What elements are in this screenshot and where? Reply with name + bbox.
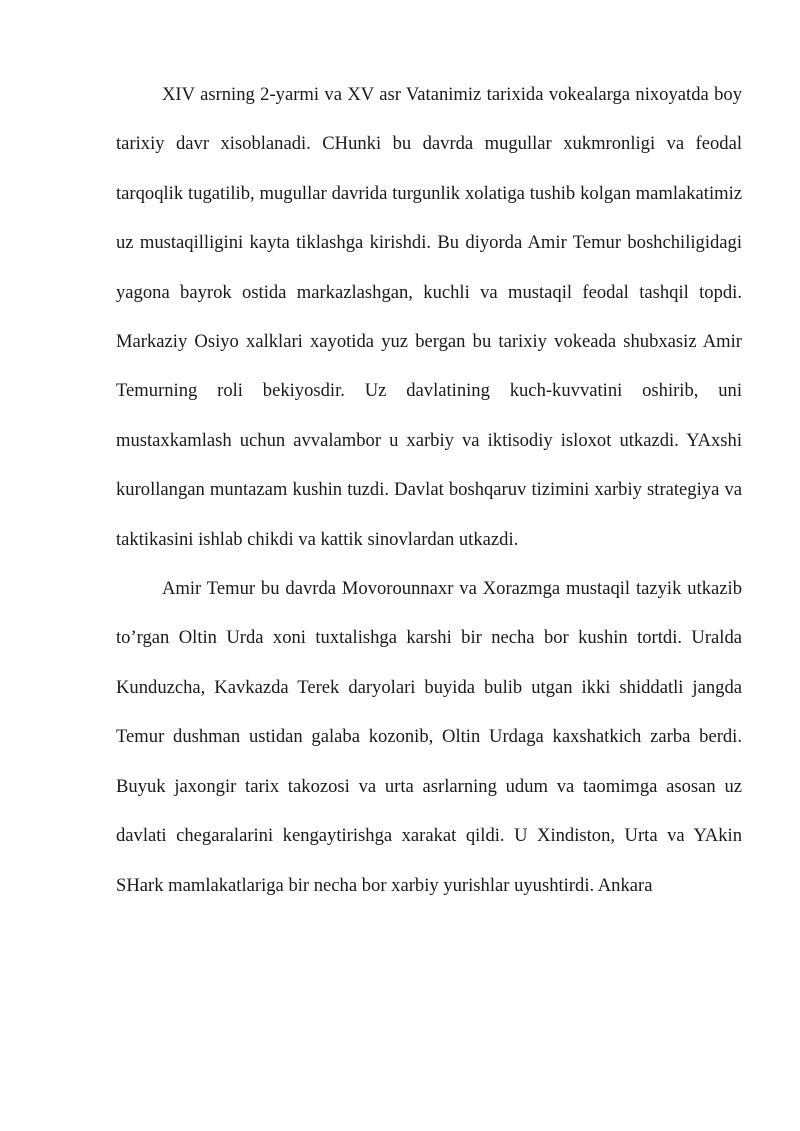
paragraph-2: Amir Temur bu davrda Movorounnaxr va Xorazmga mustaqil tazyik utkazib to’rgan Oltin Urda xoni tuxtalishga karshi bir necha bor kushin tortdi. Uralda Kunduzcha, Kavkazda Terek daryolari buyida bulib utgan ikki shiddatli jangda Temur dushman ustidan galaba kozonib, Oltin Urdaga kaxshatkich zarba berdi. Buyuk jaxongir tarix takozosi va urta asrlarning udum va taomimga asosan uz davlati chegaralarini kengaytirishga xarakat qildi. U Xindiston, Urta va YAkin SHark mamlakatlariga bir necha bor xarbiy yurishlar uyushtirdi. Ankara	[116, 578, 742, 896]
paragraph-1: XIV asrning 2-yarmi va XV asr Vatanimiz tarixida vokealarga nixoyatda boy tarixiy davr xisoblanadi. CHunki bu davrda mugullar xukmronligi va feodal tarqoqlik tugatilib, mugullar davrida turgunlik xolatiga tushib kolgan mamlakatimiz uz mustaqilligini kayta tiklashga kirishdi. Bu diyorda Amir Temur boshchiligidagi yagona bayrok ostida markazlashgan, kuchli va mustaqil feodal tashqil topdi. Markaziy Osiyo xalklari xayotida yuz bergan bu tarixiy vokeada shubxasiz Amir Temurning roli bekiyosdir. Uz davlatining kuch-kuvvatini oshirib, uni mustaxkamlash uchun avvalambor u xarbiy va iktisodiy isloxot utkazdi. YAxshi kurollangan muntazam kushin tuzdi. Davlat boshqaruv tizimini xarbiy strategiya va taktikasini ishlab chikdi va kattik sinovlardan utkazdi.	[116, 84, 742, 550]
document-body	[116, 70, 742, 910]
